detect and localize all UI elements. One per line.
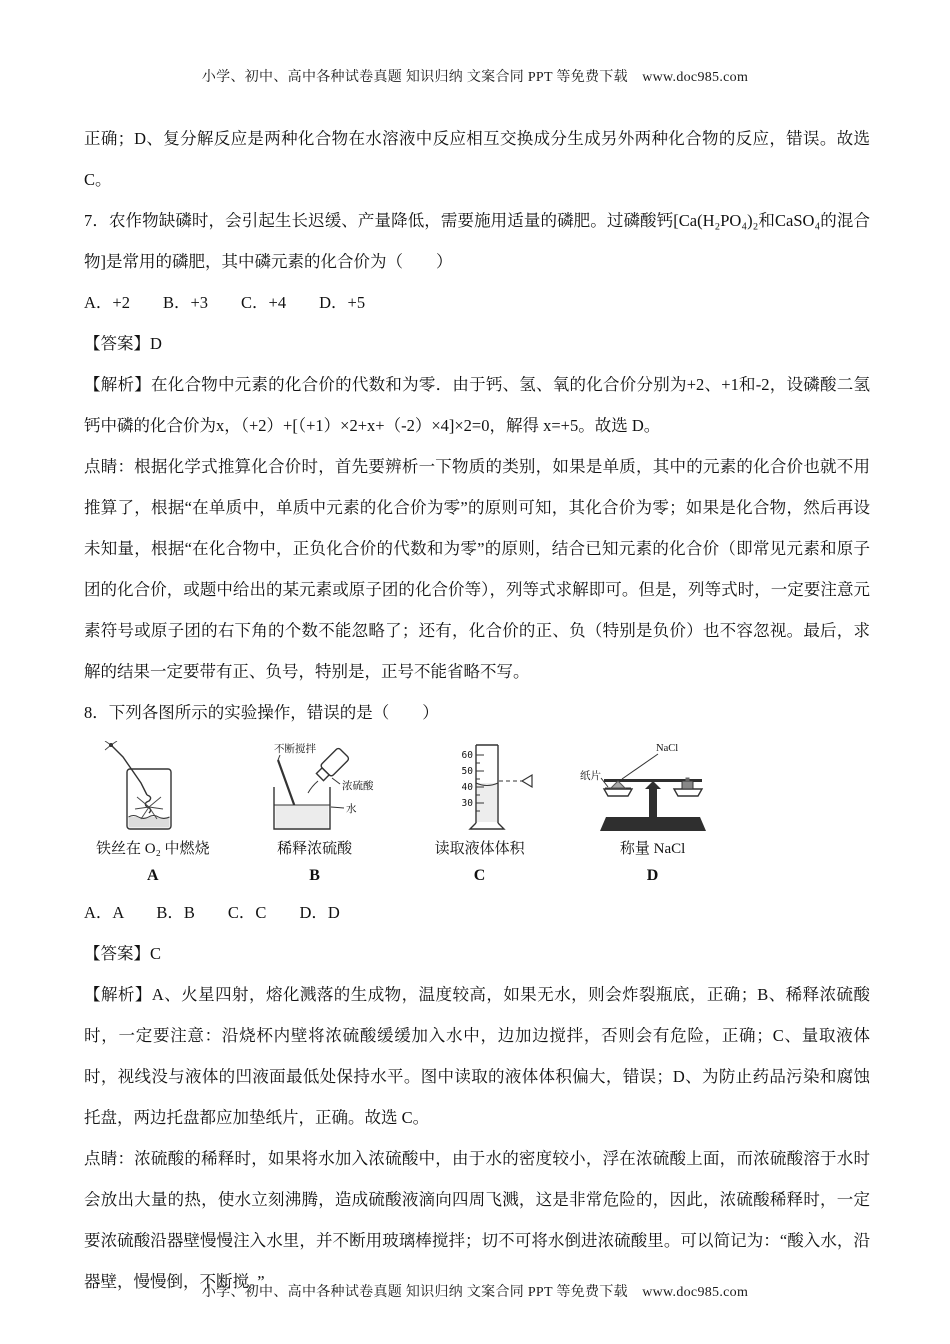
- question7-answer: 【答案】D: [84, 334, 162, 353]
- eye-sightline-icon: [522, 775, 532, 787]
- figure-letter-d: D: [646, 867, 659, 884]
- question8-figure-row: [96, 741, 870, 886]
- question7-analysis: 【解析】在化合物中元素的化合价的代数和为零．由于钙、氢、氧的化合价分别为+2、+1和-2，设磷酸二氢钙中磷的化合价为x，（+2）+[（+1）×2+x+（-2）×4]×2=0，解得 x=+5。故选 D。: [84, 375, 870, 435]
- figure-caption-a: 铁丝在 O₂ 中燃烧: [96, 841, 210, 857]
- question8-tips: 点睛：浓硫酸的稀释时，如果将水加入浓硫酸中，由于水的密度较小，浮在浓硫酸上面，而浓硫酸溶于水时会放出大量的热，使水立刻沸腾，造成硫酸液滴向四周飞溅，这是非常危险的，因此，浓硫酸稀释时，一定要浓硫酸沿器壁慢慢注入水里，并不断用玻璃棒搅拌；切不可将水倒进浓硫酸里。可以简记为：“酸入水，沿器壁，慢慢倒，不断搅。”: [84, 1149, 870, 1291]
- figure-weigh-nacl: [578, 741, 728, 886]
- figure-letter-c: C: [473, 867, 486, 884]
- figure-dilute-acid: [248, 741, 382, 886]
- question8-answer: 【答案】C: [84, 944, 162, 963]
- tick-label-30: 30: [461, 798, 473, 809]
- question7-tips: 点睛：根据化学式推算化合价时，首先要辨析一下物质的类别，如果是单质，其中的元素的化合价也就不用推算了，根据“在单质中，单质中元素的化合价为零”的原则可知，其化合价为零；如果是化合物，然后再设未知量，根据“在化合物中，正负化合价的代数和为零”的原则，结合已知元素的化合价（即常见元素和原子团的化合价，或题中给出的某元素或原子团的化合价等），列等式求解即可。但是，列等式时，一定要注意元素符号或原子团的右下角的个数不能忽略了；还有，化合价的正、负（特别是负价）也不容忽视。最后，求解的结果一定要带有正、负号，特别是，正号不能省略不写。: [84, 457, 870, 681]
- figure-caption-c: 读取液体体积: [434, 841, 525, 857]
- nacl-label: NaCl: [655, 743, 678, 754]
- question8-options: A．A B．B C．C D．D: [84, 903, 340, 922]
- question8-analysis: 【解析】A、火星四射，熔化溅落的生成物，温度较高，如果无水，则会炸裂瓶底，正确；B、稀释浓硫酸时，一定要注意：沿烧杯内壁将浓硫酸缓缓加入水中，边加边搅拌，否则会有危险，正确；C、量取液体时，视线没与液体的凹液面最低处保持水平。图中读取的液体体积偏大，错误；D、为防止药品污染和腐蚀托盘，两边托盘都应加垫纸片，正确。故选 C。: [84, 985, 870, 1127]
- stir-label: 不断搅拌: [273, 744, 316, 755]
- document-body: [84, 118, 870, 1302]
- figure-letter-b: B: [309, 867, 320, 884]
- weigh-nacl-diagram: [578, 741, 728, 837]
- figure-caption-d: 称量 NaCl: [619, 841, 686, 857]
- question8-stem: 8．下列各图所示的实验操作，错误的是（ ）: [84, 703, 439, 722]
- paper-label: 纸片: [579, 771, 601, 782]
- iron-wire-burning-diagram: [97, 741, 209, 837]
- page-header: 小学、初中、高中各种试卷真题 知识归纳 文案合同 PPT 等免费下载 www.doc985.com: [201, 70, 749, 85]
- tick-label-40: 40: [461, 782, 473, 793]
- tick-label-60: 60: [461, 750, 473, 761]
- read-volume-diagram: [420, 741, 540, 837]
- figure-iron-wire-burning: [96, 741, 210, 886]
- dilute-acid-diagram: [248, 741, 382, 837]
- acid-label: 浓硫酸: [341, 781, 374, 792]
- figure-caption-b: 稀释浓硫酸: [277, 841, 353, 857]
- question7-options: A．+2 B．+3 C．+4 D．+5: [84, 293, 366, 312]
- page-footer: 小学、初中、高中各种试卷真题 知识归纳 文案合同 PPT 等免费下载 www.doc985.com: [201, 1285, 749, 1300]
- tick-label-50: 50: [461, 766, 473, 777]
- previous-answer-tail: 正确；D、复分解反应是两种化合物在水溶液中反应相互交换成分生成另外两种化合物的反应，错误。故选 C。: [84, 129, 870, 189]
- figure-letter-a: A: [147, 867, 159, 884]
- question7-stem: 7．农作物缺磷时，会引起生长迟缓、产量降低，需要施用适量的磷肥。过磷酸钙[Ca(H₂PO₄)₂和CaSO₄的混合物]是常用的磷肥，其中磷元素的化合价为（ ）: [84, 211, 870, 271]
- figure-read-volume: [420, 741, 540, 886]
- water-label: 水: [345, 804, 357, 815]
